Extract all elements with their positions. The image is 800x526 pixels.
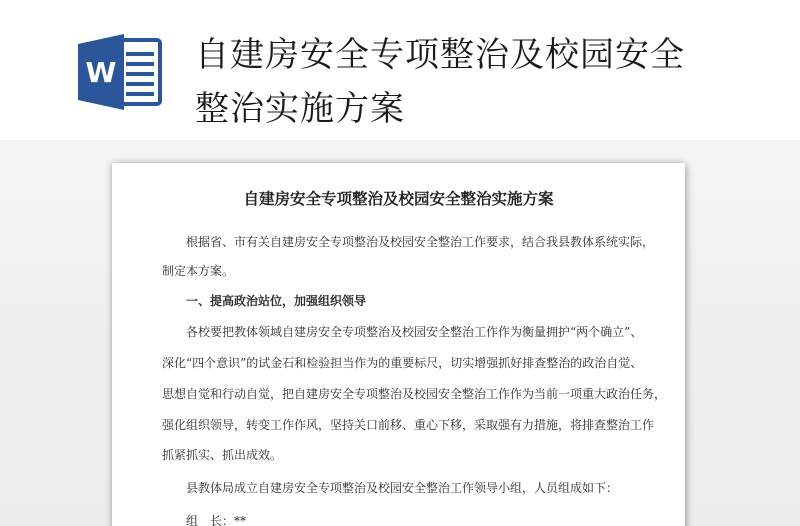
word-icon — [76, 34, 164, 110]
page-title-line-1: 自建房安全专项整治及校园安全 — [195, 35, 685, 75]
document-title: 自建房安全专项整治及校园安全整治实施方案 — [243, 189, 554, 208]
body-line-2: 制定本方案。 — [162, 264, 235, 278]
body-line-8: 县教体局成立自建房安全专项整治及校园安全整治工作领导小组，人员组成如下： — [186, 481, 619, 495]
body-line-7: 抓紧抓实、抓出成效。 — [162, 448, 283, 462]
body-line-1: 根据省、市有关自建房安全专项整治及校园安全整治工作要求，结合我县教体系统实际， — [186, 235, 655, 249]
header — [0, 0, 800, 140]
document-page — [112, 163, 685, 526]
body-line-3: 各校要把教体领域自建房安全专项整治及校园安全整治工作作为衡量拥护“两个确立”、 — [186, 325, 643, 339]
body-line-4: 深化“四个意识”的试金石和检验担当作为的重要标尺，切实增强抓好排查整治的政治自觉、 — [162, 356, 643, 370]
body-line-9: 组 长：** — [186, 514, 247, 526]
body-line-6: 强化组织领导，转变工作作风，坚持关口前移、重心下移，采取强有力措施，将排查整治工作 — [162, 418, 655, 432]
page-title — [195, 28, 755, 136]
body-line-5: 思想自觉和行动自觉，把自建房安全专项整治及校园安全整治工作作为当前一项重大政治任务， — [162, 387, 667, 401]
icon-letter: W — [85, 56, 117, 89]
section-heading-1: 一、提高政治站位，加强组织领导 — [186, 294, 367, 308]
page-title-line-2: 整治实施方案 — [195, 89, 405, 129]
